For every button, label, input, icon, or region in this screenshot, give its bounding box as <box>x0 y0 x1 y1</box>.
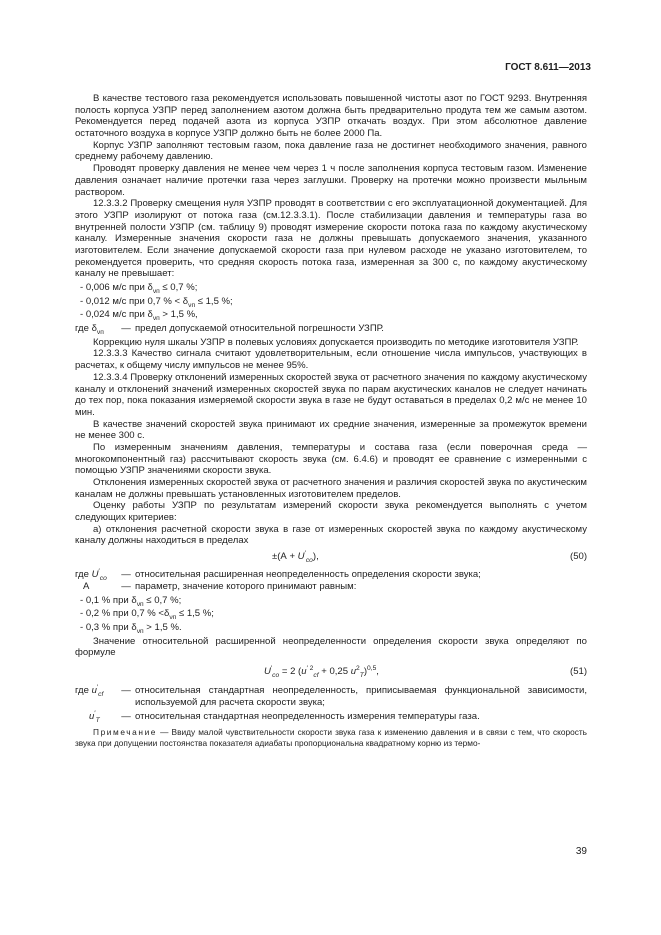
note-label: Примечание <box>93 727 158 737</box>
document-body <box>75 93 587 748</box>
paragraph-criterion-a: а) отклонения расчетной скорости звука в газе от измеренных скоростей звука по каждому акустическому каналу должны находиться в пределах <box>75 523 587 547</box>
formula-50 <box>75 551 587 565</box>
paragraph-zero-correction: Коррекцию нуля шкалы УЗПР в полевых условиях допускается производить по методике изготовителя УЗПР. <box>93 336 579 348</box>
paragraph-pressure-check: Проводят проверку давления не менее чем через 1 ч после заполнения корпуса тестовым газом. Изменение давления означает наличие протечки газа через заглушки. Проверку на протечки можно произвести мыльным раствором. <box>75 163 587 198</box>
note: Примечание — Ввиду малой чувствительности скорости звука газа к изменению давления и в связи с тем, что скорость звука при допущении постоянства показателя адиабаты пропорциональна квадратному корню из термо- <box>75 727 587 748</box>
definition-a: А — параметр, значение которого принимают равным: <box>83 580 357 592</box>
standard-header: ГОСТ 8.611—2013 <box>505 62 591 73</box>
definition-u-co: где $U'_{cо}$ — относительная расширенная неопределенность определения скорости звука; <box>75 567 481 583</box>
paragraph-12-3-3-4: 12.3.3.4 Проверку отклонений измеренных скоростей звука от расчетного значения по каждому акустическому каналу и отклонений значений измеренных скоростей звука по парам акустических каналов не следует начинать до тех пор, пока показания измеряемой скорости звука в газе не будут оставаться в пределах 0,2 м/с не менее 10 мин. <box>75 371 587 418</box>
definition-u-cf: где $u'_{cf}$ — относительная стандартная неопределенность, приписываемая функциональной зависимости, используемой для расчета скорости звука; <box>75 683 587 708</box>
paragraph-12-3-3-2: 12.3.3.2 Проверку смещения нуля УЗПР проводят в соответствии с его эксплуатационной документацией. Для этого УЗПР изолируют от потока газа (см.12.3.3.1). После стабилизации давления и температуры газа во внутренней полости УЗПР (см. таблицу 9) проводят измерение скорости потока газа по каждому акустическому каналу. Измеренные значения скорости газа не должны превышать допускаемого значения, указанного изготовителем. Если значение допускаемой скорости газа при нулевом расходе не указано изготовителем, то рекомендуется проверить, что средняя скорость потока газа, измеренная за 300 с, по каждому акустическому каналу не превышает: <box>75 198 587 280</box>
list-item-speed-2: - 0,012 м/с при 0,7 % < $\delta_{\nu п} \le 1,5$ %; <box>80 295 233 309</box>
formula-51-number: (51) <box>570 665 587 677</box>
paragraph-calc-speed: По измеренным значениям давления, температуры и состава газа (если поверочная среда — многокомпонентный газ) рассчитывают скорость звука (см. 6.4.6) и проводят ее сравнение с измеренными с помощью УЗПР значениями скорости звука. <box>75 441 587 477</box>
list-item-a-1: - 0,1 % при $\delta_{\nu п} \le 0,7$ %; <box>80 594 182 608</box>
paragraph-deviation-limits: Отклонения измеренных скоростей звука от расчетного значения и различия скоростей звука по акустическим каналам не должны превышать установленных изготовителем пределов. <box>75 477 587 500</box>
formula-51-expression: $U'_{cо} = 2$ ($u^{' 2}_{cf} + 0,25$ $u^2_T)^{0,5}$, <box>264 664 379 679</box>
list-item-a-3: - 0,3 % при $\delta_{\nu п} > 1,5$ %. <box>80 621 182 635</box>
formula-51 <box>75 666 587 680</box>
paragraph-criteria: Оценку работы УЗПР по результатам измерений скорости звука рекомендуется выполнять с учетом следующих критериев: <box>75 500 587 524</box>
paragraph-uncertainty: Значение относительной расширенной неопределенности определения скорости звука определяют по формуле <box>75 635 587 659</box>
paragraph-test-gas: В качестве тестового газа рекомендуется использовать повышенной чистоты азот по ГОСТ 9293. Внутренняя полость корпуса УЗПР перед заполнением азотом должна быть предварительно продута тем же самым азотом. Рекомендуется перед подачей азота из корпуса УЗПР откачать воздух. При этом абсолютное давление остаточного воздуха в корпусе УЗПР должно быть не более 2000 Па. <box>75 93 587 140</box>
paragraph-fill-gas: Корпус УЗПР заполняют тестовым газом, пока давление газа не достигнет необходимого значения, равного среднему рабочему давлению. <box>75 139 587 163</box>
formula-50-number: (50) <box>570 551 587 563</box>
list-item-speed-1: - 0,006 м/с при $\delta_{\nu п} \le 0,7$ %; <box>80 282 198 295</box>
list-item-speed-3: - 0,024 м/с при $\delta_{\nu п} > 1,5$ %, <box>80 309 198 323</box>
definition-delta: где $\delta_{\nu п}$ — предел допускаемой относительной погрешности УЗПР. <box>75 323 384 336</box>
list-item-a-2: - 0,2 % при 0,7 % $<\delta_{\nu п} \le 1,5$ %; <box>80 608 214 622</box>
paragraph-12-3-3-3: 12.3.3.3 Качество сигнала считают удовлетворительным, если отношение числа импульсов, участвующих в расчетах, к общему числу импульсов не менее 95%. <box>75 348 587 372</box>
formula-50-expression: $\pm(А + U'_{cо})$, <box>272 549 319 565</box>
definition-u-t: $u'_T$ — относительная стандартная неопределенность измерения температуры газа. <box>89 710 480 725</box>
paragraph-average-speed: В качестве значений скоростей звука принимают их средние значения, измеренные за промежуток времени не менее 300 с. <box>75 418 587 442</box>
page-number: 39 <box>575 846 587 857</box>
